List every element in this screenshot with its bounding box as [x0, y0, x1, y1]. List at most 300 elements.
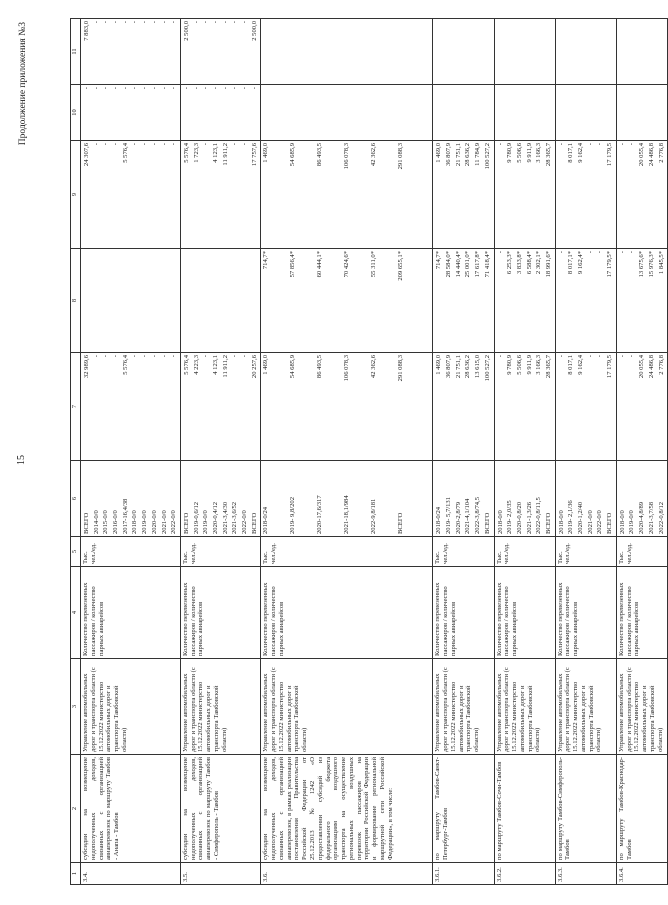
row-col10-value	[586, 87, 596, 138]
row-col10-value: -	[83, 87, 90, 90]
row-year-value: 2022-0/0	[170, 510, 178, 534]
row-col11-value	[657, 21, 667, 82]
row-col7-value: 100 527,2	[483, 355, 491, 382]
row-col8-value	[240, 251, 250, 350]
row-col11-value: -	[241, 21, 248, 24]
row-col7-value: -	[557, 355, 565, 358]
row-indicator: Количество перевезенных пассажиров / количество парных авиарейсов	[261, 567, 433, 659]
row-col9-value: -	[160, 143, 168, 146]
row-col10-value: -	[231, 87, 239, 90]
row-year-value: 2022-3,8/74,5	[474, 497, 482, 534]
row-year-value: 2020-17,6/317	[316, 495, 324, 534]
row-col11-value: -	[121, 21, 129, 24]
row-col11-value	[586, 21, 596, 82]
row-year-value: ВСЕГО	[606, 512, 614, 534]
row-col11	[616, 19, 667, 85]
row-col7	[261, 353, 433, 461]
row-col7-value: 106 078,3	[343, 355, 351, 382]
row-year-value: 2018-0/0	[131, 510, 139, 534]
row-col8	[494, 249, 555, 353]
row-col7-value: -	[92, 355, 100, 358]
row-number: 3.6.3.	[555, 863, 616, 885]
column-number-3: 3	[71, 659, 81, 755]
program-table	[70, 18, 668, 885]
row-col7-value: 1 469,0	[262, 355, 270, 375]
row-name: по маршруту Тамбов-Санкт-Петербург-Тамбов	[433, 755, 494, 863]
row-col11-value: 2 500,0	[182, 21, 190, 41]
row-col9-value: 9 162,4	[577, 143, 584, 163]
row-col11	[180, 19, 261, 85]
row-col11-value	[505, 21, 515, 82]
row-col8-value	[140, 251, 150, 350]
row-col9	[180, 141, 261, 249]
row-col10	[180, 85, 261, 141]
row-col7	[433, 353, 494, 461]
row-col11-value: -	[102, 21, 110, 24]
row-col10-value	[483, 87, 493, 138]
row-col7-value: 17 179,5	[606, 355, 614, 379]
row-col9-value: -	[112, 143, 120, 146]
row-col7-value: -	[112, 355, 120, 358]
row-unit: Тыс. чел./ед.	[261, 537, 433, 567]
row-number: 3.4.	[81, 863, 181, 885]
row-col10-value: -	[112, 87, 120, 90]
row-col8-value	[169, 251, 179, 350]
row-col7	[81, 353, 181, 461]
table-row	[433, 19, 494, 885]
row-col7-value: 5 506,6	[515, 355, 523, 375]
row-col10-value: -	[102, 87, 110, 90]
row-col7-value: 5 576,4	[182, 355, 190, 375]
row-col10-value: -	[121, 87, 129, 90]
row-col8	[261, 249, 433, 353]
appendix-title: Продолжение приложения №3	[18, 22, 28, 146]
row-col10-value	[534, 87, 544, 138]
row-col9-value: -	[586, 143, 594, 146]
row-col9-value: -	[102, 143, 110, 146]
row-col8-value: 2 302,1*	[535, 251, 543, 275]
row-year-value: 2018-0/0	[618, 510, 626, 534]
row-col9-value: 9 780,9	[506, 143, 514, 163]
row-col9-value: -	[628, 143, 636, 146]
row-col9-value: 28 636,2	[464, 143, 472, 167]
row-year-value: 2018-0/0	[496, 510, 504, 534]
row-year-value: 2020-0/0	[150, 510, 158, 534]
row-col10-value	[605, 87, 615, 138]
row-col7-value: -	[231, 355, 239, 358]
table-row	[555, 19, 616, 885]
row-col11-value: 2 500,0	[250, 21, 258, 41]
column-number-row	[71, 19, 81, 885]
row-col11-value	[483, 21, 493, 82]
row-col10-value: -	[141, 87, 149, 90]
row-col9	[494, 141, 555, 249]
row-unit: Тыс. чел./ед.	[81, 537, 181, 567]
row-year-value: 2021-0/0	[586, 510, 594, 534]
row-col10	[494, 85, 555, 141]
row-col8-value	[250, 251, 260, 350]
row-col11-value	[454, 21, 464, 82]
row-col10-value: -	[202, 87, 210, 90]
row-col10	[555, 85, 616, 141]
row-col11-value	[595, 21, 605, 82]
row-col10-value	[496, 87, 506, 138]
row-col7-value: -	[160, 355, 168, 358]
row-col10-value: -	[170, 87, 178, 90]
row-indicator: Количество перевезенных пассажиров / количество парных авиарейсов	[616, 567, 667, 659]
row-col9-value: -	[496, 143, 504, 146]
row-col10-value: -	[131, 87, 139, 90]
row-col7-value: 9 780,9	[506, 355, 514, 375]
row-col7-value: -	[628, 355, 636, 358]
row-col7-value: 5 576,4	[121, 355, 129, 375]
row-col10-value	[444, 87, 454, 138]
row-col11-value	[627, 21, 637, 82]
row-col7-value: 1 469,0	[435, 355, 443, 375]
row-col11	[555, 19, 616, 85]
row-col9-value: 4 123,1	[211, 143, 219, 163]
row-col9-value: 3 166,3	[535, 143, 543, 163]
row-col8-value: 17 617,8*	[474, 251, 482, 278]
row-col9	[261, 141, 433, 249]
row-year-value: ВСЕГО	[544, 512, 552, 534]
row-col10-value	[525, 87, 535, 138]
row-year-value: 2021-1,3/26	[525, 501, 533, 534]
page-number: 15	[16, 455, 27, 465]
row-col7	[555, 353, 616, 461]
row-year-value: 2022-0/0	[596, 510, 604, 534]
row-year-value: 2021-3,4/30	[221, 501, 229, 534]
row-year-value: 2021-3,7/58	[647, 501, 655, 534]
row-col9-value: 1 723,3	[192, 143, 200, 163]
table-row	[180, 19, 261, 885]
row-col8-value: 14 440,4*	[454, 251, 462, 278]
row-col7-value: 20 055,4	[638, 355, 646, 379]
row-col9-value: -	[241, 143, 248, 146]
row-col10-value: -	[221, 87, 229, 90]
row-col8-value: 25 001,0*	[464, 251, 472, 278]
table-row	[494, 19, 555, 885]
row-col7-value: -	[170, 355, 178, 358]
row-col7-value: 3 166,3	[535, 355, 543, 375]
row-year-value: 2017-16,4/38	[121, 498, 129, 534]
row-year-value: 2015-0/0	[102, 510, 110, 534]
row-col8-value	[101, 251, 111, 350]
row-year-value: 2019- 5,7/131	[445, 497, 453, 534]
row-col11	[433, 19, 494, 85]
row-col11-value: -	[211, 21, 219, 24]
row-col8-value: 209 655,1*	[397, 251, 405, 281]
row-col7-value: 8 017,1	[567, 355, 575, 375]
row-col9-value: 2 776,8	[657, 143, 665, 163]
row-col8	[81, 249, 181, 353]
row-col8-value	[121, 251, 131, 350]
row-col8-value	[201, 251, 211, 350]
row-organization: Управление автомобильных дорог и транспорта области (с 15.12.2022 министерство автомобильных дорог и транспорта Тамбовской области)	[180, 659, 261, 755]
row-col11-value	[544, 21, 554, 82]
row-col8-value: 15 976,3*	[647, 251, 655, 278]
row-col9-value: -	[202, 143, 210, 146]
row-year-value: 2019- 9,8/202	[289, 497, 297, 534]
row-organization: Управление автомобильных дорог и транспорта области (с 15.12.2022 министерство автомобильных дорог и транспорта Тамбовской области)	[494, 659, 555, 755]
row-col9-value: 20 055,4	[638, 143, 646, 167]
row-year-value: 2021-18,1/984	[343, 495, 351, 534]
row-year-value: 2018-0/24	[435, 506, 443, 534]
row-col10-value: -	[182, 87, 190, 90]
row-year-value: ВСЕГО	[397, 512, 405, 534]
column-number-10: 10	[71, 85, 81, 141]
row-col10-value: -	[211, 87, 219, 90]
row-col8-value: 18 991,6*	[544, 251, 552, 278]
row-col9-value: -	[92, 143, 100, 146]
row-col9-value: 1 469,0	[435, 143, 443, 163]
row-col10-value: -	[250, 87, 258, 90]
row-year-value: 2019-0/0	[141, 510, 149, 534]
row-col10-value: -	[160, 87, 168, 90]
row-organization: Управление автомобильных дорог и транспорта области (с 15.12.2022 министерство автомобильных дорог и транспорта Тамбовской области)	[433, 659, 494, 755]
row-col10-value	[657, 87, 667, 138]
row-col11-value: -	[192, 21, 200, 24]
row-col8-value: -	[596, 251, 604, 254]
row-year-value: 2020-0,4/12	[211, 501, 219, 534]
row-col10	[81, 85, 181, 141]
row-col9-value: -	[170, 143, 178, 146]
row-col8-value: -	[496, 251, 504, 254]
row-col8	[555, 249, 616, 353]
row-col9-value: 11 784,9	[474, 143, 482, 166]
row-col9-value: -	[596, 143, 604, 146]
row-col8	[180, 249, 261, 353]
row-col11-value: -	[112, 21, 120, 24]
row-year	[494, 461, 555, 537]
row-col11-value	[576, 21, 586, 82]
row-col8-value	[182, 251, 192, 350]
row-year-value: 2018-0/24	[262, 506, 270, 534]
row-col8-value: 70 424,6*	[343, 251, 351, 278]
row-col10-value	[473, 87, 483, 138]
row-col9	[616, 141, 667, 249]
row-year-value: 2018-0/0	[557, 510, 565, 534]
row-col7-value: 13 615,0	[474, 355, 482, 379]
row-unit: Тыс. чел./ед.	[180, 537, 261, 567]
row-col7-value: 28 365,7	[544, 355, 552, 379]
row-col8-value: 3 833,8*	[515, 251, 523, 275]
row-col11-value	[637, 21, 647, 82]
row-year-value: ВСЕГО	[182, 512, 190, 534]
row-col8-value: 8 017,1*	[567, 251, 575, 275]
row-name: субсидии на возмещение недополученных доходов, связанных с организацией авиаперевозок, в рамках реализации постановления Правительства Российской Федерации от 25.12.2013 №1242 «О предоставлении субсидий из федерального бюджета организациям воздушного транспорта на осуществление региональных воздушных перевозок пассажиров на территории Российской Федерации и формирование региональной маршрутной сети Российской Федерации», в том числе:	[261, 755, 433, 863]
row-organization: Управление автомобильных дорог и транспорта области (с 15.12.2022 министерство автомобильных дорог и транспорта Тамбовской области)	[261, 659, 433, 755]
row-col10	[616, 85, 667, 141]
row-col8-value: 60 444,1*	[316, 251, 324, 278]
row-col11	[81, 19, 181, 85]
row-col11-value	[618, 21, 628, 82]
row-col11	[261, 19, 433, 85]
row-year-value: 2022-0,8/11,5	[535, 497, 543, 534]
row-col8-value: 57 856,4*	[289, 251, 297, 278]
row-col11-value	[525, 21, 535, 82]
row-col8-value	[111, 251, 121, 350]
row-year-value: 2021-4,1/104	[464, 498, 472, 534]
row-col11-value	[534, 21, 544, 82]
row-year-value: 2014-0/0	[92, 510, 100, 534]
row-col10	[433, 85, 494, 141]
row-col7-value: -	[586, 355, 594, 358]
row-organization: Управление автомобильных дорог и транспорта области (с 15.12.2022 министерство автомобильных дорог и транспорта Тамбовской области)	[555, 659, 616, 755]
row-col9-value: 5 576,4	[121, 143, 129, 163]
row-year-value: 2019- 2,0/35	[506, 500, 514, 534]
row-col11-value	[566, 21, 576, 82]
row-col9-value: 5 576,4	[182, 143, 190, 163]
row-col8-value: -	[618, 251, 626, 254]
row-col8-value: 1 845,5*	[657, 251, 665, 275]
row-col8-value	[192, 251, 202, 350]
row-col11-value	[515, 21, 525, 82]
row-year-value: 2019-0/0	[202, 510, 210, 534]
row-number: 3.6.2.	[494, 863, 555, 885]
row-year-value: 2020-0,8/20	[515, 501, 523, 534]
row-col11-value: -	[131, 21, 139, 24]
table-row	[616, 19, 667, 885]
row-col9-value: 1 469,0	[262, 143, 270, 163]
row-year-value: 2019-0/0	[628, 510, 636, 534]
row-col9-value: 54 685,9	[289, 143, 297, 167]
row-col10-value: -	[92, 87, 100, 90]
row-year-value: 2022-9,8/181	[370, 498, 378, 534]
row-number: 3.5.	[180, 863, 261, 885]
row-col9-value: 11 911,2	[221, 143, 229, 166]
table-row	[81, 19, 181, 885]
row-col8-value	[160, 251, 170, 350]
row-col11-value: -	[170, 21, 178, 24]
row-col9	[81, 141, 181, 249]
row-col11-value: -	[160, 21, 168, 24]
row-col11-value	[444, 21, 454, 82]
row-col7-value: -	[150, 355, 158, 358]
row-name: по маршруту Тамбов-Сочи-Тамбов	[494, 755, 555, 863]
row-col7	[494, 353, 555, 461]
row-col8-value: 714,7*	[435, 251, 443, 270]
row-unit: Тыс. чел./ед.	[433, 537, 494, 567]
row-col7-value: -	[618, 355, 626, 358]
row-indicator: Количество перевезенных пассажиров / количество парных авиарейсов	[494, 567, 555, 659]
row-col10-value	[647, 87, 657, 138]
row-col8	[433, 249, 494, 353]
row-col9-value: 42 362,6	[370, 143, 378, 167]
row-year-value: 2020-4,8/89	[638, 501, 646, 534]
row-col7-value: 36 807,9	[445, 355, 453, 379]
row-col10-value	[505, 87, 515, 138]
row-col11-value: -	[141, 21, 149, 24]
row-col11-value	[557, 21, 567, 82]
row-col10-value	[515, 87, 525, 138]
row-col7-value: -	[241, 355, 248, 358]
row-col8	[616, 249, 667, 353]
row-col10-value	[627, 87, 637, 138]
row-number: 3.6.4.	[616, 863, 667, 885]
row-col9-value: 106 078,3	[343, 143, 351, 170]
row-col8-value: 17 179,5*	[606, 251, 614, 278]
row-indicator: Количество перевезенных пассажиров / количество парных авиарейсов	[180, 567, 261, 659]
row-col9-value: 86 493,5	[316, 143, 324, 167]
row-col11-value: -	[150, 21, 158, 24]
column-number-5: 5	[71, 537, 81, 567]
column-number-2: 2	[71, 755, 81, 863]
row-year	[261, 461, 433, 537]
row-col8-value: 6 253,3*	[506, 251, 514, 275]
row-col7-value: 4 123,1	[211, 355, 219, 375]
row-col11-value: -	[221, 21, 229, 24]
row-col10-value: -	[192, 87, 200, 90]
row-col9-value: -	[131, 143, 139, 146]
column-number-9: 9	[71, 141, 81, 249]
row-col10-value: -	[241, 87, 248, 90]
row-indicator: Количество перевезенных пассажиров / количество парных авиарейсов	[81, 567, 181, 659]
row-col8-value: -	[628, 251, 636, 254]
row-indicator: Количество перевезенных пассажиров / количество парных авиарейсов	[433, 567, 494, 659]
row-col8-value	[211, 251, 221, 350]
row-indicator: Количество перевезенных пассажиров / количество парных авиарейсов	[555, 567, 616, 659]
row-col8-value: 714,7*	[262, 251, 270, 270]
row-col7-value: 28 636,2	[464, 355, 472, 379]
row-col10-value	[454, 87, 464, 138]
row-col8-value: 6 588,4*	[525, 251, 533, 275]
column-number-1: 1	[71, 863, 81, 885]
row-col9-value: -	[557, 143, 565, 146]
row-col9-value: 21 751,1	[454, 143, 462, 167]
row-col8-value	[150, 251, 160, 350]
row-col7	[180, 353, 261, 461]
column-number-8: 8	[71, 249, 81, 353]
row-year	[180, 461, 261, 537]
row-name: субсидии на возмещение недополученных доходов, связанных с организацией авиаперевозок по маршруту Тамбов - Анапа - Тамбов	[81, 755, 181, 863]
row-col10-value	[463, 87, 473, 138]
row-col7	[616, 353, 667, 461]
row-col9-value: 28 365,7	[544, 143, 552, 167]
row-col9	[433, 141, 494, 249]
row-col9-value: -	[618, 143, 626, 146]
row-year-value: 2019- 2,1/36	[567, 500, 575, 534]
row-col10-value: -	[150, 87, 158, 90]
row-col9	[555, 141, 616, 249]
row-col11-value	[463, 21, 473, 82]
row-col7-value: 20 257,6	[250, 355, 258, 379]
row-col9-value: 17 179,5	[606, 143, 614, 167]
row-col11-value	[605, 21, 615, 82]
row-year	[433, 461, 494, 537]
row-col11-value	[434, 21, 444, 82]
row-unit: Тыс. чел./ед.	[555, 537, 616, 567]
row-col10-value	[434, 87, 444, 138]
row-year-value: 2022-0/0	[241, 510, 248, 534]
row-col7-value: 54 685,9	[289, 355, 297, 379]
row-col11-value: -	[202, 21, 210, 24]
row-col8-value: 9 162,4*	[577, 251, 584, 275]
row-col7-value: -	[131, 355, 139, 358]
column-number-4: 4	[71, 567, 81, 659]
row-col7-value: 4 223,3	[192, 355, 200, 375]
row-col9-value: 17 757,6	[250, 143, 258, 167]
row-unit: Тыс. чел./ед.	[616, 537, 667, 567]
row-col11-value: -	[231, 21, 239, 24]
row-year-value: 2022-0,8/12	[657, 501, 665, 534]
row-col8-value	[230, 251, 240, 350]
row-col11-value: 7 883,0	[83, 21, 90, 41]
row-year-value: 2021-0/0	[160, 510, 168, 534]
row-col9-value: 291 088,3	[397, 143, 405, 170]
row-col9-value: 5 506,6	[515, 143, 523, 163]
row-col7-value: -	[596, 355, 604, 358]
